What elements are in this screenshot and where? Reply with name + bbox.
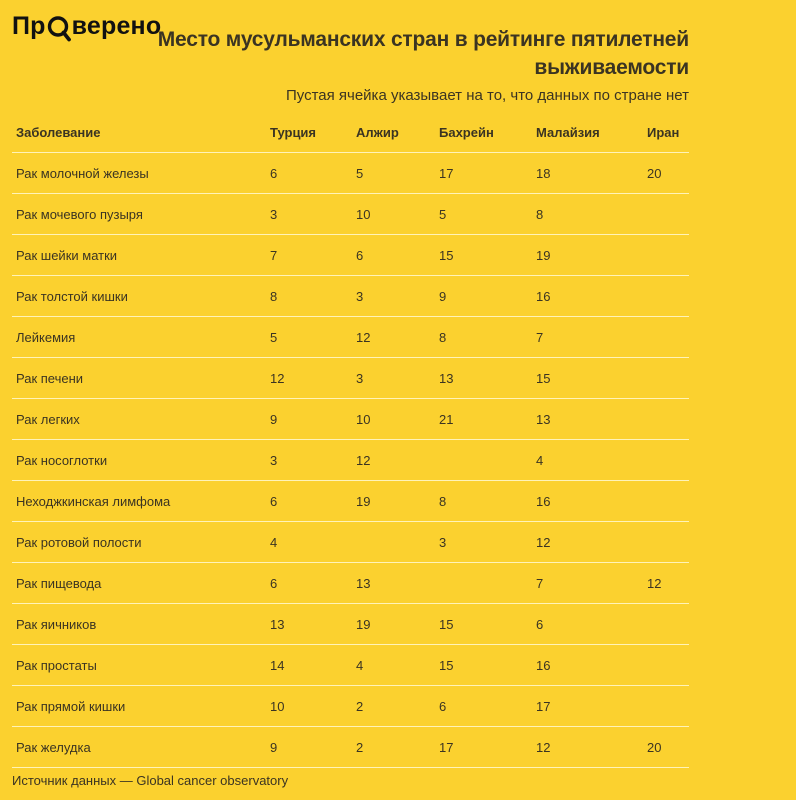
table-row <box>12 481 689 522</box>
disease-cell: Рак пищевода <box>12 563 266 604</box>
rank-cell: 20 <box>643 727 689 768</box>
rank-cell: 7 <box>532 317 643 358</box>
rank-cell: 13 <box>435 358 532 399</box>
rank-cell <box>643 276 689 317</box>
disease-cell: Лейкемия <box>12 317 266 358</box>
rank-cell: 3 <box>266 194 352 235</box>
rank-cell <box>643 645 689 686</box>
rank-cell: 10 <box>352 194 435 235</box>
rank-cell: 12 <box>352 440 435 481</box>
rank-cell: 6 <box>435 686 532 727</box>
data-table <box>12 113 689 768</box>
logo-suffix: верено <box>71 12 162 40</box>
disease-cell: Рак молочной железы <box>12 153 266 194</box>
rank-cell: 19 <box>352 481 435 522</box>
rank-cell <box>643 235 689 276</box>
rank-cell: 21 <box>435 399 532 440</box>
table-row <box>12 317 689 358</box>
rank-cell: 5 <box>352 153 435 194</box>
rank-cell <box>643 604 689 645</box>
table-row <box>12 563 689 604</box>
rank-cell: 16 <box>532 481 643 522</box>
rank-cell: 4 <box>352 645 435 686</box>
rank-cell <box>352 522 435 563</box>
rank-cell: 8 <box>435 317 532 358</box>
rank-cell: 5 <box>266 317 352 358</box>
rank-cell: 3 <box>266 440 352 481</box>
rank-cell: 6 <box>352 235 435 276</box>
table-row <box>12 727 689 768</box>
rank-cell: 10 <box>352 399 435 440</box>
table-body <box>12 153 689 768</box>
rank-cell: 2 <box>352 686 435 727</box>
disease-cell: Рак мочевого пузыря <box>12 194 266 235</box>
rank-cell: 13 <box>532 399 643 440</box>
rank-cell: 13 <box>266 604 352 645</box>
magnifier-icon <box>47 14 71 44</box>
rank-cell: 12 <box>352 317 435 358</box>
page-subtitle: Пустая ячейка указывает на то, что данных по стране нет <box>285 87 689 104</box>
column-header: Алжир <box>352 113 435 153</box>
disease-cell: Рак желудка <box>12 727 266 768</box>
disease-cell: Рак толстой кишки <box>12 276 266 317</box>
disease-cell: Рак прямой кишки <box>12 686 266 727</box>
rank-cell: 14 <box>266 645 352 686</box>
rank-cell <box>435 440 532 481</box>
rank-cell: 17 <box>435 153 532 194</box>
rank-cell: 6 <box>266 153 352 194</box>
rank-cell: 15 <box>532 358 643 399</box>
rank-cell <box>643 399 689 440</box>
page-title-wrap <box>129 26 689 82</box>
column-header: Турция <box>266 113 352 153</box>
rank-cell: 16 <box>532 276 643 317</box>
rank-cell <box>643 481 689 522</box>
page-title: Место мусульманских стран в рейтинге пятилетней выживаемости <box>157 28 689 79</box>
logo-prefix: Пр <box>12 12 46 40</box>
rank-cell: 9 <box>435 276 532 317</box>
rank-cell: 6 <box>266 481 352 522</box>
column-header: Бахрейн <box>435 113 532 153</box>
rank-cell <box>643 522 689 563</box>
rank-cell: 3 <box>435 522 532 563</box>
rank-cell: 13 <box>352 563 435 604</box>
rank-cell: 8 <box>532 194 643 235</box>
column-header: Малайзия <box>532 113 643 153</box>
rank-cell: 18 <box>532 153 643 194</box>
rank-cell: 12 <box>266 358 352 399</box>
column-header: Иран <box>643 113 689 153</box>
table-row <box>12 440 689 481</box>
disease-cell: Рак печени <box>12 358 266 399</box>
rank-cell: 3 <box>352 276 435 317</box>
rank-cell <box>643 358 689 399</box>
rank-cell: 12 <box>532 727 643 768</box>
rank-cell: 19 <box>352 604 435 645</box>
rank-cell: 19 <box>532 235 643 276</box>
table-row <box>12 645 689 686</box>
rank-cell: 4 <box>266 522 352 563</box>
disease-cell: Рак яичников <box>12 604 266 645</box>
table-row <box>12 358 689 399</box>
rank-cell: 20 <box>643 153 689 194</box>
rank-cell: 3 <box>352 358 435 399</box>
rank-cell: 15 <box>435 645 532 686</box>
column-header: Заболевание <box>12 113 266 153</box>
rank-cell: 10 <box>266 686 352 727</box>
rank-cell: 8 <box>435 481 532 522</box>
disease-cell: Рак легких <box>12 399 266 440</box>
table-row <box>12 686 689 727</box>
table-row <box>12 276 689 317</box>
table-row <box>12 604 689 645</box>
rank-cell: 9 <box>266 727 352 768</box>
table-header-row <box>12 113 689 153</box>
rank-cell <box>435 563 532 604</box>
rank-cell: 6 <box>266 563 352 604</box>
disease-cell: Рак шейки матки <box>12 235 266 276</box>
disease-cell: Рак ротовой полости <box>12 522 266 563</box>
rank-cell: 15 <box>435 235 532 276</box>
table-row <box>12 235 689 276</box>
table-row <box>12 194 689 235</box>
rank-cell: 17 <box>532 686 643 727</box>
rank-cell: 7 <box>266 235 352 276</box>
rank-cell: 4 <box>532 440 643 481</box>
table-row <box>12 399 689 440</box>
rank-cell <box>643 194 689 235</box>
source-note: Источник данных — Global cancer observatory <box>12 773 289 788</box>
rank-cell <box>643 317 689 358</box>
rank-cell: 8 <box>266 276 352 317</box>
rank-cell <box>643 440 689 481</box>
rank-cell: 9 <box>266 399 352 440</box>
rank-cell: 2 <box>352 727 435 768</box>
rank-cell: 6 <box>532 604 643 645</box>
rank-cell: 5 <box>435 194 532 235</box>
rank-cell <box>643 686 689 727</box>
table-row <box>12 522 689 563</box>
rank-cell: 16 <box>532 645 643 686</box>
rank-cell: 15 <box>435 604 532 645</box>
disease-cell: Неходжкинская лимфома <box>12 481 266 522</box>
rank-cell: 12 <box>532 522 643 563</box>
rank-cell: 12 <box>643 563 689 604</box>
rank-cell: 17 <box>435 727 532 768</box>
disease-cell: Рак носоглотки <box>12 440 266 481</box>
disease-cell: Рак простаты <box>12 645 266 686</box>
table-row <box>12 153 689 194</box>
rank-cell: 7 <box>532 563 643 604</box>
